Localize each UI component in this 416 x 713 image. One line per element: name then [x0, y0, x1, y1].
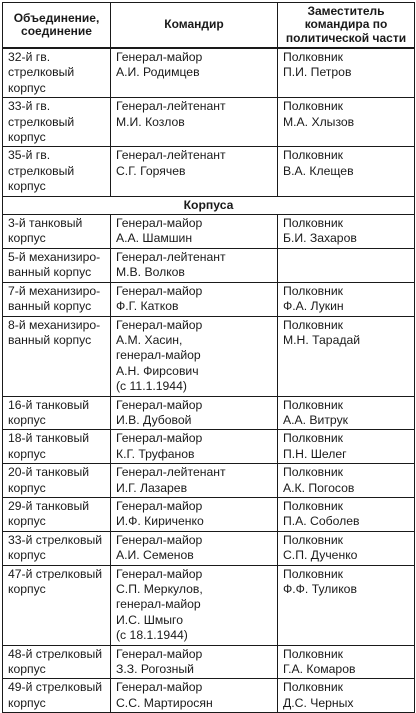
unit-cell-line: корпус [8, 231, 46, 246]
unit-cell-line: 32-й гв. [8, 50, 51, 64]
unit-cell [3, 147, 111, 196]
deputy-cell-line: Полковник [283, 283, 343, 298]
unit-cell-line: 8-й механизиро- [8, 317, 101, 332]
commander-cell [111, 645, 278, 679]
unit-cell-line: 18-й танковый [8, 431, 90, 446]
deputy-cell-line: Д.С. Черных [283, 695, 354, 710]
commander-cell-line: Генерал-майор [116, 646, 203, 661]
deputy-cell [278, 147, 415, 196]
deputy-cell-line: А.К. Погосов [283, 480, 355, 495]
group1-body [3, 48, 415, 196]
table-row [3, 645, 415, 679]
group2-body [3, 215, 415, 713]
unit-cell-line: 48-й стрелковый [8, 646, 103, 661]
table-row [3, 48, 415, 98]
deputy-cell [278, 430, 415, 464]
header-row [3, 3, 415, 49]
commander-cell-line: А.И. Семенов [116, 548, 194, 563]
commander-cell-line: А.Н. Фирсович [116, 363, 199, 378]
commander-cell-line: А.А. Шамшин [116, 231, 193, 246]
unit-cell-line: 7-й механизиро- [8, 283, 101, 298]
commander-cell [111, 430, 278, 464]
commander-cell [111, 497, 278, 531]
deputy-cell-line: Полковник [283, 465, 343, 480]
deputy-cell [278, 248, 415, 282]
deputy-cell-line: Полковник [283, 50, 343, 64]
table-row [3, 430, 415, 464]
deputy-cell-line: А.А. Витрук [283, 412, 349, 427]
commander-cell-line: И.В. Дубовой [116, 412, 192, 427]
commander-cell-line: генерал-майор [116, 597, 201, 612]
deputy-cell [278, 497, 415, 531]
unit-cell-line: корпус [8, 130, 46, 145]
table-row [3, 248, 415, 282]
commander-cell-line: Генерал-майор [116, 397, 203, 412]
unit-cell [3, 248, 111, 282]
deputy-cell-line: П.А. Соболев [283, 514, 360, 529]
commander-cell-line: генерал-майор [116, 348, 201, 363]
commander-cell-line: И.Г. Лазарев [116, 480, 188, 495]
unit-cell [3, 215, 111, 249]
commander-cell-line: А.М. Хасин, [116, 332, 183, 347]
deputy-cell-line: Полковник [283, 397, 343, 412]
commander-cell-line: Генерал-майор [116, 317, 203, 332]
unit-cell-line: стрелковый [8, 163, 75, 178]
commander-cell-line: Генерал-майор [116, 216, 203, 231]
deputy-cell-line: Ф.А. Лукин [283, 299, 344, 314]
unit-cell-line: ванный корпус [8, 299, 92, 314]
table-row [3, 464, 415, 498]
header-deputy: Заместитель командира по политической части [278, 3, 415, 49]
commander-cell-line: Генерал-майор [116, 50, 203, 64]
deputy-cell-line: В.А. Клещев [283, 163, 354, 178]
commander-cell-line: А.И. Родимцев [116, 65, 200, 80]
commander-cell-line: (с 18.1.1944) [116, 628, 188, 643]
commanders-table [2, 2, 415, 713]
unit-cell [3, 531, 111, 565]
commander-cell-line: Генерал-лейтенант [116, 249, 226, 264]
table-row [3, 679, 415, 713]
commander-cell-line: Генерал-лейтенант [116, 465, 226, 480]
commander-cell [111, 316, 278, 396]
deputy-cell-line: П.Н. Шелег [283, 446, 347, 461]
unit-cell [3, 464, 111, 498]
commander-cell-line: Генерал-майор [116, 566, 203, 581]
unit-cell-line: 3-й танковый [8, 216, 83, 231]
unit-cell [3, 565, 111, 645]
commander-cell [111, 248, 278, 282]
deputy-cell [278, 316, 415, 396]
commander-cell [111, 396, 278, 430]
unit-cell-line: 16-й танковый [8, 397, 90, 412]
deputy-cell [278, 464, 415, 498]
unit-cell-line: 33-й гв. [8, 99, 51, 114]
commander-cell-line: Генерал-майор [116, 532, 203, 547]
deputy-cell-line: М.А. Хлызов [283, 114, 355, 129]
deputy-cell-line: Ф.Ф. Туликов [283, 582, 357, 596]
unit-cell-line: стрелковый [8, 114, 75, 129]
deputy-cell [278, 396, 415, 430]
deputy-cell [278, 679, 415, 713]
unit-cell-line: корпус [8, 412, 46, 427]
deputy-cell-line: Б.И. Захаров [283, 231, 357, 246]
commander-cell-line: И.С. Шмыго [116, 612, 183, 627]
unit-cell [3, 282, 111, 316]
unit-cell-line: 33-й стрелковый [8, 532, 103, 547]
unit-cell-line: корпус [8, 80, 46, 95]
deputy-cell [278, 98, 415, 147]
commander-cell-line: М.В. Волков [116, 265, 185, 280]
commander-cell-line: Генерал-майор [116, 283, 203, 298]
table-row [3, 565, 415, 645]
unit-cell-line: корпус [8, 446, 46, 461]
deputy-cell [278, 645, 415, 679]
unit-cell-line: 49-й стрелковый [8, 680, 103, 695]
commander-cell [111, 282, 278, 316]
commander-cell [111, 464, 278, 498]
unit-cell-line: корпус [8, 480, 46, 495]
table-row [3, 497, 415, 531]
table-row [3, 147, 415, 196]
unit-cell [3, 316, 111, 396]
unit-cell-line: корпус [8, 662, 46, 677]
deputy-cell [278, 531, 415, 565]
table-row [3, 316, 415, 396]
deputy-cell-line: С.П. Дученко [283, 548, 358, 563]
table-row [3, 531, 415, 565]
commander-cell [111, 48, 278, 98]
deputy-cell [278, 215, 415, 249]
commander-cell-line: С.П. Меркулов, [116, 582, 203, 596]
unit-cell-line: корпус [8, 695, 46, 710]
section-title: Корпуса [3, 196, 415, 214]
deputy-cell-line: Полковник [283, 148, 343, 163]
commander-cell-line: Генерал-лейтенант [116, 148, 226, 163]
commander-cell-line: Генерал-лейтенант [116, 99, 226, 114]
commander-cell-line: Генерал-майор [116, 680, 203, 695]
unit-cell-line: 35-й гв. [8, 148, 51, 163]
commander-cell [111, 531, 278, 565]
unit-cell-line: корпус [8, 514, 46, 529]
header-commander: Командир [111, 3, 278, 49]
unit-cell [3, 98, 111, 147]
deputy-cell-line: Полковник [283, 680, 343, 695]
unit-cell-line: ванный корпус [8, 265, 92, 280]
commander-cell-line: Ф.Г. Катков [116, 299, 179, 314]
deputy-cell-line: Полковник [283, 317, 343, 332]
commander-cell [111, 147, 278, 196]
deputy-cell-line: Г.А. Комаров [283, 662, 356, 677]
section-row [3, 196, 415, 214]
unit-cell [3, 430, 111, 464]
commander-cell-line: С.С. Мартиросян [116, 695, 213, 710]
deputy-cell-line: М.Н. Тарадай [283, 332, 361, 347]
commander-cell-line: К.Г. Труфанов [116, 446, 195, 461]
unit-cell [3, 645, 111, 679]
commander-cell-line: Генерал-майор [116, 498, 203, 513]
unit-cell-line: корпус [8, 179, 46, 194]
unit-cell [3, 396, 111, 430]
unit-cell [3, 679, 111, 713]
unit-cell-line: 20-й танковый [8, 465, 90, 480]
deputy-cell [278, 282, 415, 316]
commander-cell-line: М.И. Козлов [116, 114, 185, 129]
commander-cell-line: Генерал-майор [116, 431, 203, 446]
deputy-cell-line: Полковник [283, 566, 343, 581]
unit-cell-line: стрелковый [8, 65, 75, 80]
deputy-cell-line: Полковник [283, 532, 343, 547]
unit-cell-line: 29-й танковый [8, 498, 90, 513]
deputy-cell-line: Полковник [283, 216, 343, 231]
unit-cell-line: корпус [8, 582, 46, 596]
deputy-cell [278, 48, 415, 98]
unit-cell-line: ванный корпус [8, 332, 92, 347]
commander-cell-line: И.Ф. Кириченко [116, 514, 204, 529]
commander-cell [111, 215, 278, 249]
deputy-cell-line: Полковник [283, 498, 343, 513]
commander-cell-line: З.З. Рогозный [116, 662, 194, 677]
commander-cell-line: (с 11.1.1944) [116, 379, 187, 394]
unit-cell-line: корпус [8, 548, 46, 563]
table-row [3, 282, 415, 316]
deputy-cell-line: Полковник [283, 646, 343, 661]
deputy-cell-line: Полковник [283, 99, 343, 114]
unit-cell [3, 48, 111, 98]
header-unit: Объединение, соединение [3, 3, 111, 49]
unit-cell [3, 497, 111, 531]
unit-cell-line: 47-й стрелковый [8, 566, 103, 581]
unit-cell-line: 5-й механизиро- [8, 249, 101, 264]
deputy-cell-line: Полковник [283, 431, 343, 446]
commander-cell [111, 98, 278, 147]
table-row [3, 215, 415, 249]
commander-cell [111, 565, 278, 645]
table-row [3, 98, 415, 147]
deputy-cell-line: П.И. Петров [283, 65, 352, 80]
deputy-cell [278, 565, 415, 645]
commander-cell [111, 679, 278, 713]
table-row [3, 396, 415, 430]
commander-cell-line: С.Г. Горячев [116, 163, 186, 178]
